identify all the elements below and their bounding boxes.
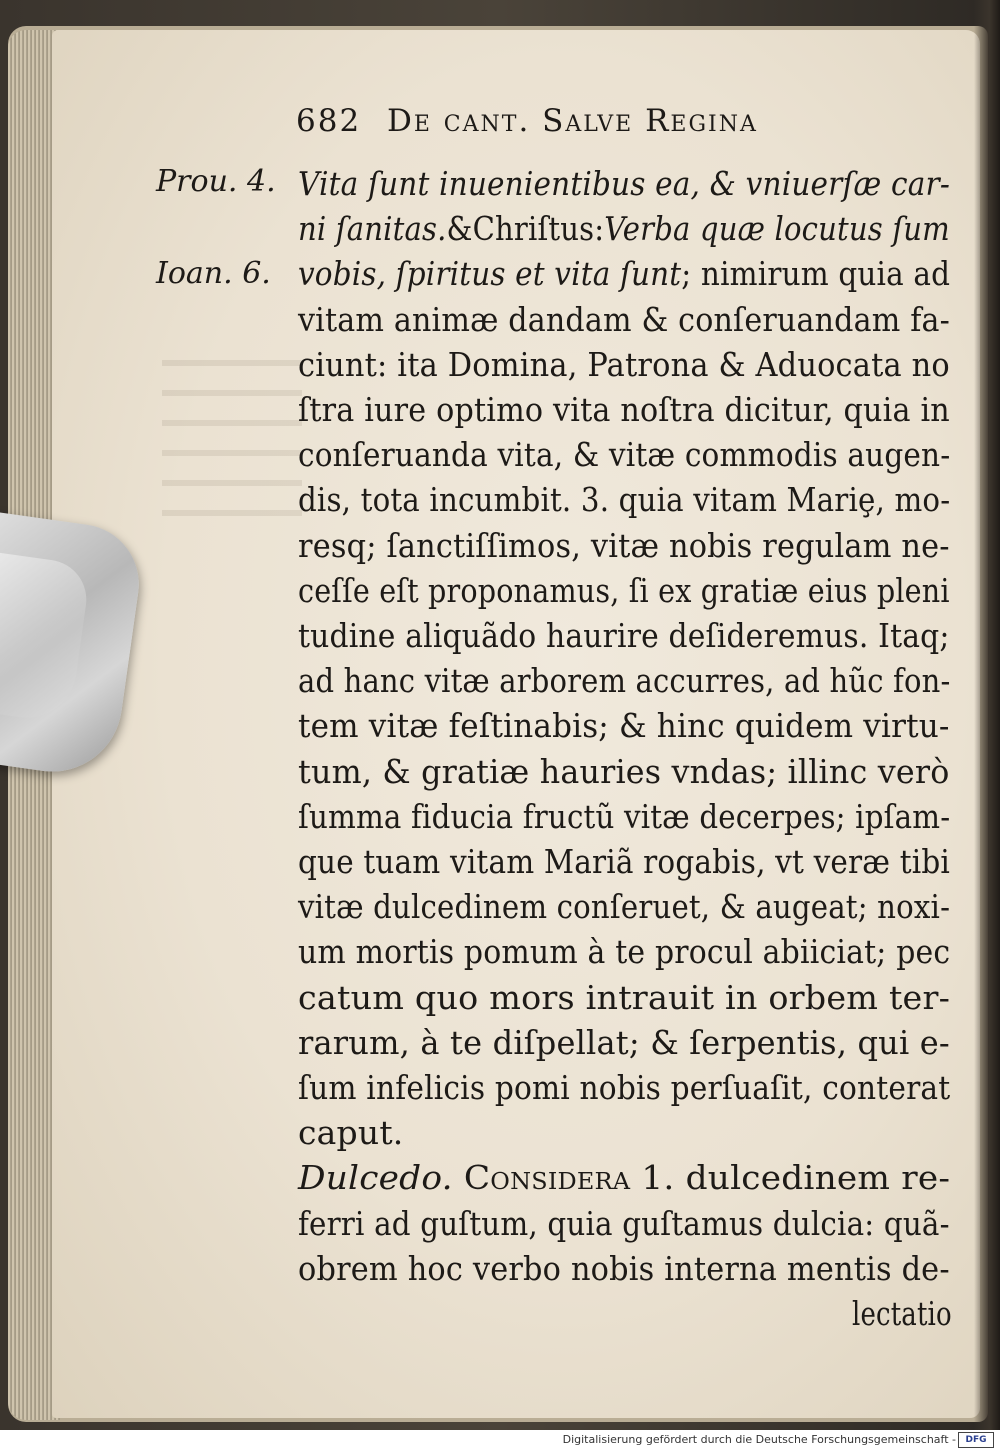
text-span: um mortis pomum à te procul abiiciat; pec [298, 932, 951, 972]
text-line [298, 300, 950, 340]
text-span: conſeruanda vita, & vitæ commodis augen- [298, 435, 951, 475]
footer-bar [0, 1430, 1000, 1450]
text-span: ; nimirum quia ad [681, 254, 951, 294]
text-line [298, 1068, 950, 1108]
text-span: Considera 1. [452, 1158, 675, 1198]
dfg-logo: DFG [958, 1432, 994, 1448]
text-line [298, 887, 950, 927]
text-span: ferri ad guſtum, quia guſtamus dulcia: quã- [298, 1203, 950, 1243]
text-line [298, 254, 950, 294]
text-span: ſtra iure optimo vita noſtra dicitur, quia in [298, 390, 950, 429]
text-line [298, 797, 950, 837]
page-number: 682 [296, 103, 362, 139]
text-line [298, 1113, 404, 1153]
text-line [298, 571, 950, 611]
text-line [298, 209, 950, 249]
text-span: &Chriſtus: [446, 209, 605, 249]
text-line [298, 435, 950, 475]
text-line [298, 661, 950, 701]
text-line [298, 526, 950, 566]
text-span: Verba quæ locutus ſum [604, 209, 950, 249]
margin-note-ioan: Ioan. 6. [156, 256, 271, 291]
text-line [298, 978, 950, 1018]
text-line [298, 1023, 950, 1063]
text-line [852, 1294, 952, 1334]
text-span: tum, & gratiæ hauries vndas; illinc verò [298, 751, 950, 791]
text-line [298, 752, 950, 792]
text-line [298, 706, 950, 746]
text-span: que tuam vitam Mariã rogabis, vt veræ tibi [298, 842, 951, 881]
text-span: vitæ dulcedinem conſeruet, & augeat; noxi- [298, 887, 951, 927]
running-title: De cant. Salve Regina [387, 103, 758, 139]
text-span: tem vitæ feſtinabis; & hinc quidem virtu- [298, 706, 950, 746]
text-line [298, 1158, 950, 1198]
margin-note-prov: Prou. 4. [156, 164, 276, 199]
text-line [298, 932, 950, 972]
text-span: dulcedinem re- [674, 1158, 951, 1198]
text-span: vobis, ſpiritus et vita ſunt [298, 254, 682, 294]
text-span: tudine aliquãdo haurire deſideremus. Itaq; [298, 616, 950, 655]
text-line [298, 1249, 950, 1289]
text-line [298, 164, 950, 204]
text-span: Vita ſunt inuenientibus ea, & vniuerſæ car- [298, 164, 950, 203]
text-span: ad hanc vitæ arborem accurres, ad hũc fon- [298, 661, 951, 701]
running-header [296, 103, 772, 139]
funding-notice: Digitalisierung gefördert durch die Deutsche Forschungsgemeinschaft - [562, 1433, 956, 1446]
text-span: ſum infelicis pomi nobis perſuaſit, conterat [298, 1068, 951, 1107]
text-span: Dulcedo. [298, 1158, 453, 1198]
text-span: vitam animæ dandam & conſeruandam fa- [298, 299, 951, 339]
text-span: obrem hoc verbo nobis interna mentis de- [298, 1248, 950, 1288]
text-span: caput. [298, 1113, 404, 1153]
text-span: lectatio [852, 1294, 952, 1333]
text-span: ciunt: ita Domina, Patrona & Aduocata no [298, 344, 950, 384]
text-span: resq; ſanctiſſimos, vitæ nobis regulam ne- [298, 525, 950, 565]
text-line [298, 390, 950, 430]
text-line [298, 616, 950, 656]
text-span: ni ſanitas. [298, 209, 447, 249]
text-line [298, 1204, 950, 1244]
text-span: rarum, à te diſpellat; & ſerpentis, qui e- [298, 1022, 950, 1062]
text-span: ceſſe eſt proponamus, ſi ex gratiæ eius pleni [298, 570, 950, 610]
text-line [298, 842, 950, 882]
text-line [298, 345, 950, 385]
binding-shadow [974, 0, 1000, 1430]
text-span: ſumma fiducia fructũ vitæ decerpes; ipſam- [298, 796, 951, 836]
text-span: dis, tota incumbit. 3. quia vitam Mariȩ, mo- [298, 480, 951, 520]
text-span: catum quo mors intrauit in orbem ter- [298, 977, 951, 1017]
text-line [298, 480, 950, 520]
show-through-ink [162, 360, 302, 520]
